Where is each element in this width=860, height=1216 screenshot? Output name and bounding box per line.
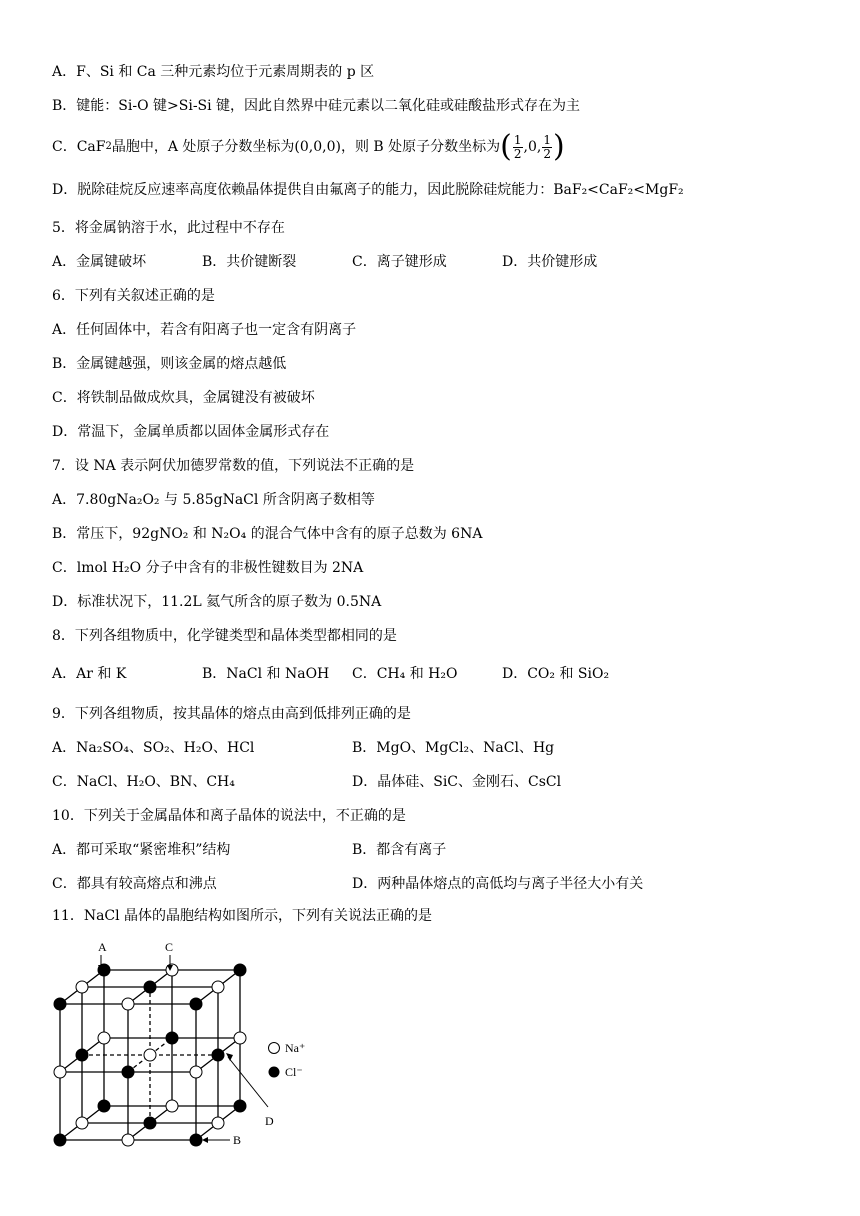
q7-stem: 7．设 NA 表示阿伏加德罗常数的值，下列说法不正确的是 bbox=[52, 458, 415, 474]
cl-ion bbox=[76, 1049, 88, 1061]
q6-option-a: A．任何固体中，若含有阳离子也一定含有阴离子 bbox=[52, 322, 357, 338]
label-a: A bbox=[98, 940, 107, 954]
q4-option-a: A．F、Si 和 Ca 三种元素均位于元素周期表的 p 区 bbox=[52, 64, 375, 80]
na-ion bbox=[144, 1049, 156, 1061]
q7-option-d: D．标准状况下，11.2L 氦气所含的原子数为 0.5NA bbox=[52, 594, 382, 610]
left-paren: ( bbox=[500, 129, 512, 164]
q4-option-d: D．脱除硅烷反应速率高度依赖晶体提供自由氟离子的能力，因此脱除硅烷能力：BaF₂<CaF₂<MgF₂ bbox=[52, 182, 684, 198]
q8-stem: 8．下列各组物质中，化学键类型和晶体类型都相同的是 bbox=[52, 628, 397, 644]
arrowhead-b bbox=[202, 1137, 208, 1143]
legend-cl-marker bbox=[269, 1067, 280, 1078]
q5-option-b: B．共价键断裂 bbox=[202, 254, 297, 270]
label-b: B bbox=[233, 1133, 242, 1147]
q8-option-c: C．CH₄ 和 H₂O bbox=[352, 666, 458, 682]
q10-option-a: A．都可采取“紧密堆积”结构 bbox=[52, 842, 231, 858]
q4-c-mid2: ,0, bbox=[523, 139, 542, 155]
cl-ion bbox=[190, 998, 202, 1010]
q4-option-c bbox=[52, 130, 565, 164]
q9-option-d: D．晶体硅、SiC、金刚石、CsCl bbox=[352, 774, 562, 790]
fraction-1: $\frac{1}{2}$ bbox=[513, 132, 522, 161]
na-ion bbox=[98, 1032, 110, 1044]
q6-option-b: B．金属键越强，则该金属的熔点越低 bbox=[52, 356, 287, 372]
q9-stem: 9．下列各组物质，按其晶体的熔点由高到低排列正确的是 bbox=[52, 706, 411, 722]
cl-ion bbox=[122, 1066, 134, 1078]
q7-option-a: A．7.80gNa₂O₂ 与 5.85gNaCl 所含阴离子数相等 bbox=[52, 492, 375, 508]
arrowhead-d bbox=[226, 1053, 233, 1061]
q10-option-d: D．两种晶体熔点的高低均与离子半径大小有关 bbox=[352, 876, 644, 892]
cl-ion bbox=[234, 964, 246, 976]
q10-option-b: B．都含有离子 bbox=[352, 842, 447, 858]
q11-stem: 11．NaCl 晶体的晶胞结构如图所示，下列有关说法正确的是 bbox=[52, 908, 433, 924]
legend-na-label: Na⁺ bbox=[285, 1041, 306, 1055]
cl-ion bbox=[212, 1049, 224, 1061]
q6-option-d: D．常温下，金属单质都以固体金属形式存在 bbox=[52, 424, 330, 440]
q8-option-b: B．NaCl 和 NaOH bbox=[202, 666, 330, 682]
q10-stem: 10．下列关于金属晶体和离子晶体的说法中，不正确的是 bbox=[52, 808, 406, 824]
na-ion bbox=[190, 1066, 202, 1078]
na-ion bbox=[234, 1032, 246, 1044]
q4-option-b: B．键能：Si-O 键>Si-Si 键，因此自然界中硅元素以二氧化硅或硅酸盐形式存在为主 bbox=[52, 98, 581, 114]
q4-c-sub: 2 bbox=[105, 141, 112, 152]
na-ion bbox=[212, 981, 224, 993]
nacl-unit-cell-figure bbox=[40, 935, 340, 1160]
cl-ion bbox=[166, 1032, 178, 1044]
na-ion bbox=[76, 981, 88, 993]
q8-option-a: A．Ar 和 K bbox=[52, 666, 127, 682]
q7-option-b: B．常压下，92gNO₂ 和 N₂O₄ 的混合气体中含有的原子总数为 6NA bbox=[52, 526, 483, 542]
q6-option-c: C．将铁制品做成炊具，金属键没有被破坏 bbox=[52, 390, 315, 406]
label-c: C bbox=[165, 940, 174, 954]
na-ion bbox=[122, 1134, 134, 1146]
na-ion bbox=[122, 998, 134, 1010]
q9-option-c: C．NaCl、H₂O、BN、CH₄ bbox=[52, 774, 235, 790]
q5-option-c: C．离子键形成 bbox=[352, 254, 447, 270]
label-d: D bbox=[265, 1114, 274, 1128]
right-paren: ) bbox=[552, 129, 565, 164]
q6-stem: 6．下列有关叙述正确的是 bbox=[52, 288, 215, 304]
na-ion bbox=[54, 1066, 66, 1078]
q10-option-c: C．都具有较高熔点和沸点 bbox=[52, 876, 217, 892]
cl-ion bbox=[54, 998, 66, 1010]
q7-option-c: C．lmol H₂O 分子中含有的非极性键数目为 2NA bbox=[52, 560, 364, 576]
q5-option-d: D．共价键形成 bbox=[502, 254, 598, 270]
q5-stem: 5．将金属钠溶于水，此过程中不存在 bbox=[52, 220, 285, 236]
q8-option-d: D．CO₂ 和 SiO₂ bbox=[502, 666, 610, 682]
na-ion bbox=[212, 1117, 224, 1129]
arrow-d bbox=[228, 1057, 268, 1107]
q5-option-a: A．金属键破坏 bbox=[52, 254, 147, 270]
q4-c-mid: 晶胞中，A 处原子分数坐标为(0,0,0)，则 B 处原子分数坐标为 bbox=[111, 139, 501, 155]
fraction-2: $\frac{1}{2}$ bbox=[543, 132, 551, 161]
cl-ion bbox=[144, 981, 156, 993]
q4-c-prefix: C．CaF bbox=[52, 139, 106, 155]
q9-option-b: B．MgO、MgCl₂、NaCl、Hg bbox=[352, 740, 555, 756]
q9-option-a: A．Na₂SO₄、SO₂、H₂O、HCl bbox=[52, 740, 255, 756]
cl-ion bbox=[234, 1100, 246, 1112]
legend-cl-label: Cl⁻ bbox=[285, 1065, 303, 1079]
cl-ion bbox=[54, 1134, 66, 1146]
na-ion bbox=[166, 1100, 178, 1112]
cl-ion bbox=[98, 1100, 110, 1112]
cl-ion bbox=[144, 1117, 156, 1129]
na-ion bbox=[76, 1117, 88, 1129]
legend-na-marker bbox=[269, 1043, 280, 1054]
cl-ion bbox=[190, 1134, 202, 1146]
